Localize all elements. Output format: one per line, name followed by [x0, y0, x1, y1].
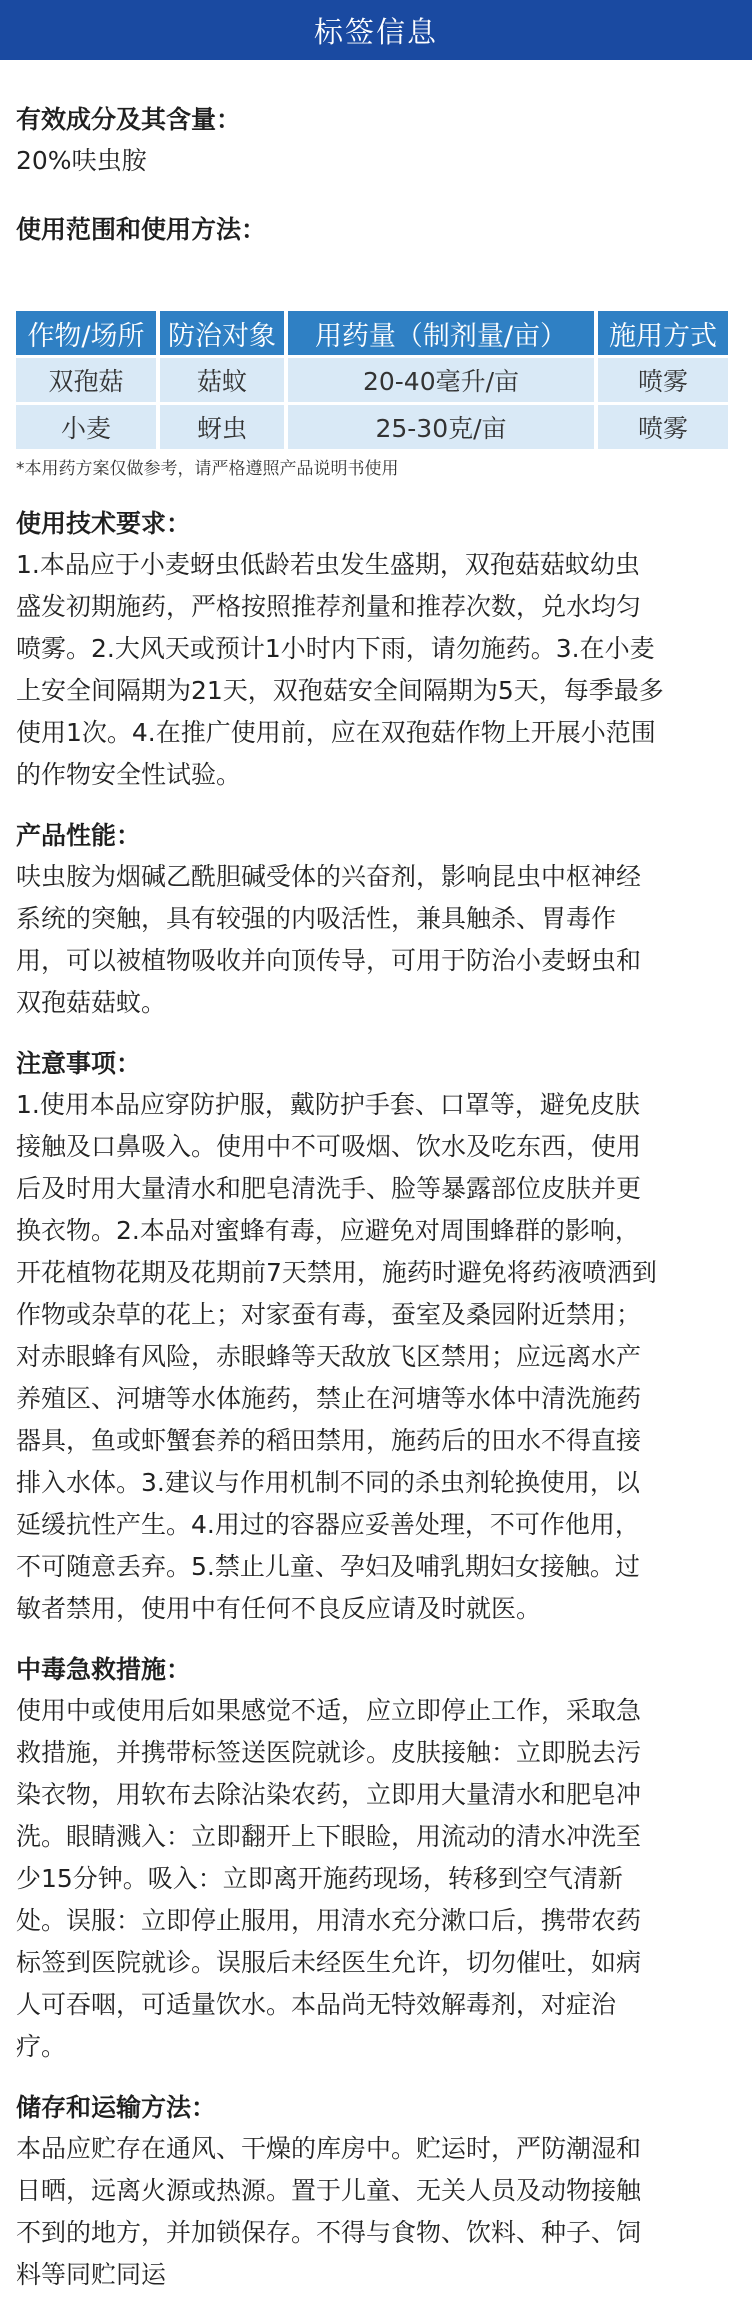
label-content	[0, 60, 752, 2296]
text-line: 接触及口鼻吸入。使用中不可吸烟、饮水及吃东西，使用	[16, 1132, 642, 1161]
cell-dosage: 20-40毫升/亩	[288, 358, 594, 402]
firstaid-body	[16, 1690, 736, 2068]
text-line: 染衣物，用软布去除沾染农药，立即用大量清水和肥皂冲	[16, 1780, 642, 1809]
header-method: 施用方式	[598, 311, 728, 355]
performance-title: 产品性能：	[16, 821, 142, 850]
text-line: 排入水体。3.建议与作用机制不同的杀虫剂轮换使用，以	[16, 1468, 640, 1497]
ingredient-title: 有效成分及其含量：	[16, 105, 242, 134]
text-line: 疗。	[16, 2032, 67, 2061]
caution-title: 注意事项：	[16, 1049, 142, 1078]
text-line: 用，可以被植物吸收并向顶传导，可用于防治小麦蚜虫和	[16, 946, 642, 975]
usage-title: 使用范围和使用方法：	[16, 215, 267, 244]
dosage-table	[12, 308, 732, 452]
text-line: 呋虫胺为烟碱乙酰胆碱受体的兴奋剂，影响昆虫中枢神经	[16, 862, 642, 891]
text-line: 少15分钟。吸入：立即离开施药现场，转移到空气清新	[16, 1864, 623, 1893]
text-line: 器具，鱼或虾蟹套养的稻田禁用，施药后的田水不得直接	[16, 1426, 642, 1455]
text-line: 料等同贮同运	[16, 2260, 167, 2289]
header-target: 防治对象	[160, 311, 284, 355]
cell-dosage: 25-30克/亩	[288, 405, 594, 449]
ingredient-value: 20%呋虫胺	[16, 146, 147, 175]
text-line: 后及时用大量清水和肥皂清洗手、脸等暴露部位皮肤并更	[16, 1174, 642, 1203]
text-line: 盛发初期施药，严格按照推荐剂量和推荐次数，兑水均匀	[16, 592, 642, 621]
header-dosage: 用药量（制剂量/亩）	[288, 311, 594, 355]
text-line: 不到的地方，并加锁保存。不得与食物、饮料、种子、饲	[16, 2218, 642, 2247]
cell-crop: 小麦	[16, 405, 156, 449]
tech-body	[16, 544, 736, 796]
text-line: 的作物安全性试验。	[16, 760, 242, 789]
tech-section	[16, 504, 736, 796]
ingredient-section	[16, 100, 736, 210]
firstaid-section	[16, 1650, 736, 2068]
text-line: 上安全间隔期为21天，双孢菇安全间隔期为5天，每季最多	[16, 676, 664, 705]
performance-section	[16, 816, 736, 1024]
text-line: 延缓抗性产生。4.用过的容器应妥善处理，不可作他用，	[16, 1510, 640, 1539]
cell-method: 喷雾	[598, 405, 728, 449]
caution-body	[16, 1084, 736, 1630]
text-line: 救措施，并携带标签送医院就诊。皮肤接触：立即脱去污	[16, 1738, 642, 1767]
text-line: 双孢菇菇蚊。	[16, 988, 167, 1017]
text-line: 系统的突触，具有较强的内吸活性，兼具触杀、胃毒作	[16, 904, 617, 933]
text-line: 1.使用本品应穿防护服，戴防护手套、口罩等，避免皮肤	[16, 1090, 640, 1119]
caution-section	[16, 1044, 736, 1630]
text-line: 处。误服：立即停止服用，用清水充分漱口后，携带农药	[16, 1906, 642, 1935]
header-crop: 作物/场所	[16, 311, 156, 355]
text-line: 洗。眼睛溅入：立即翻开上下眼睑，用流动的清水冲洗至	[16, 1822, 642, 1851]
text-line: 日晒，远离火源或热源。置于儿童、无关人员及动物接触	[16, 2176, 642, 2205]
text-line: 喷雾。2.大风天或预计1小时内下雨，请勿施药。3.在小麦	[16, 634, 655, 663]
text-line: 敏者禁用，使用中有任何不良反应请及时就医。	[16, 1594, 542, 1623]
tech-title: 使用技术要求：	[16, 509, 192, 538]
text-line: 标签到医院就诊。误服后未经医生允许，切勿催吐，如病	[16, 1948, 642, 1977]
storage-section	[16, 2088, 736, 2296]
text-line: 1.本品应于小麦蚜虫低龄若虫发生盛期，双孢菇菇蚊幼虫	[16, 550, 640, 579]
text-line: 换衣物。2.本品对蜜蜂有毒，应避免对周围蜂群的影响，	[16, 1216, 640, 1245]
header-bar	[0, 0, 752, 60]
cell-crop: 双孢菇	[16, 358, 156, 402]
table-footnote: *本用药方案仅做参考，请严格遵照产品说明书使用	[16, 459, 399, 479]
text-line: 不可随意丢弃。5.禁止儿童、孕妇及哺乳期妇女接触。过	[16, 1552, 640, 1581]
cell-method: 喷雾	[598, 358, 728, 402]
firstaid-title: 中毒急救措施：	[16, 1655, 192, 1684]
cell-target: 菇蚊	[160, 358, 284, 402]
storage-title: 储存和运输方法：	[16, 2093, 217, 2122]
table-row	[16, 405, 728, 449]
text-line: 开花植物花期及花期前7天禁用，施药时避免将药液喷洒到	[16, 1258, 657, 1287]
text-line: 本品应贮存在通风、干燥的库房中。贮运时，严防潮湿和	[16, 2134, 642, 2163]
page-title: 标签信息	[313, 14, 438, 49]
performance-body	[16, 856, 736, 1024]
usage-section	[16, 210, 736, 482]
storage-body	[16, 2128, 736, 2296]
text-line: 作物或杂草的花上；对家蚕有毒，蚕室及桑园附近禁用；	[16, 1300, 642, 1329]
text-line: 使用1次。4.在推广使用前，应在双孢菇作物上开展小范围	[16, 718, 656, 747]
text-line: 使用中或使用后如果感觉不适，应立即停止工作，采取急	[16, 1696, 642, 1725]
text-line: 对赤眼蜂有风险，赤眼蜂等天敌放飞区禁用；应远离水产	[16, 1342, 642, 1371]
text-line: 养殖区、河塘等水体施药，禁止在河塘等水体中清洗施药	[16, 1384, 642, 1413]
cell-target: 蚜虫	[160, 405, 284, 449]
table-row	[16, 358, 728, 402]
text-line: 人可吞咽，可适量饮水。本品尚无特效解毒剂，对症治	[16, 1990, 617, 2019]
table-header-row	[16, 311, 728, 355]
